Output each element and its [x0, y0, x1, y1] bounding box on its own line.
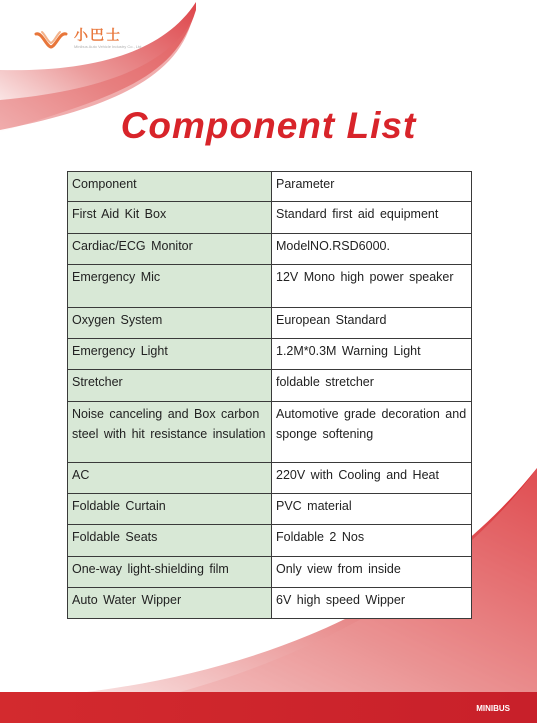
parameter-cell: Only view from inside	[272, 557, 472, 588]
table-row	[68, 308, 472, 339]
header-parameter: Parameter	[272, 172, 472, 202]
component-cell: Emergency Light	[68, 339, 272, 370]
footer-brand-label: MINIBUS	[476, 704, 510, 713]
parameter-cell: Foldable 2 Nos	[272, 525, 472, 557]
parameter-cell: foldable stretcher	[272, 370, 472, 402]
parameter-cell: Standard first aid equipment	[272, 202, 472, 234]
minibus-logo-icon	[34, 28, 68, 50]
table-header-row	[68, 172, 472, 202]
table-row	[68, 234, 472, 265]
table-row	[68, 588, 472, 619]
component-cell: Foldable Seats	[68, 525, 272, 557]
brand-name: 小巴士	[74, 27, 122, 44]
parameter-cell: 12V Mono high power speaker	[272, 265, 472, 308]
component-cell: Cardiac/ECG Monitor	[68, 234, 272, 265]
table-row	[68, 265, 472, 308]
parameter-cell: 1.2M*0.3M Warning Light	[272, 339, 472, 370]
component-cell: Foldable Curtain	[68, 494, 272, 525]
component-cell: First Aid Kit Box	[68, 202, 272, 234]
page-title: Component List	[120, 105, 417, 146]
parameter-cell: 6V high speed Wipper	[272, 588, 472, 619]
table-row	[68, 463, 472, 494]
parameter-cell: ModelNO.RSD6000.	[272, 234, 472, 265]
component-cell: Noise canceling and Box carbon steel with hit resistance insulation	[68, 402, 272, 463]
table-row	[68, 370, 472, 402]
footer-bar	[0, 692, 537, 723]
component-cell: Stretcher	[68, 370, 272, 402]
component-cell: One-way light-shielding film	[68, 557, 272, 588]
component-cell: Oxygen System	[68, 308, 272, 339]
header-component: Component	[68, 172, 272, 202]
parameter-cell: Automotive grade decoration and sponge softening	[272, 402, 472, 463]
table-row	[68, 557, 472, 588]
component-cell: Emergency Mic	[68, 265, 272, 308]
table-row	[68, 525, 472, 557]
parameter-cell: PVC material	[272, 494, 472, 525]
component-cell: Auto Water Wipper	[68, 588, 272, 619]
table-row	[68, 494, 472, 525]
component-cell: AC	[68, 463, 272, 494]
component-table	[67, 171, 472, 619]
brand-tagline: Minibus Auto Vehicle Industry Co., Ltd	[74, 43, 142, 49]
table-row	[68, 402, 472, 463]
parameter-cell: 220V with Cooling and Heat	[272, 463, 472, 494]
brand-logo	[34, 28, 141, 50]
table-row	[68, 339, 472, 370]
parameter-cell: European Standard	[272, 308, 472, 339]
table-row	[68, 202, 472, 234]
